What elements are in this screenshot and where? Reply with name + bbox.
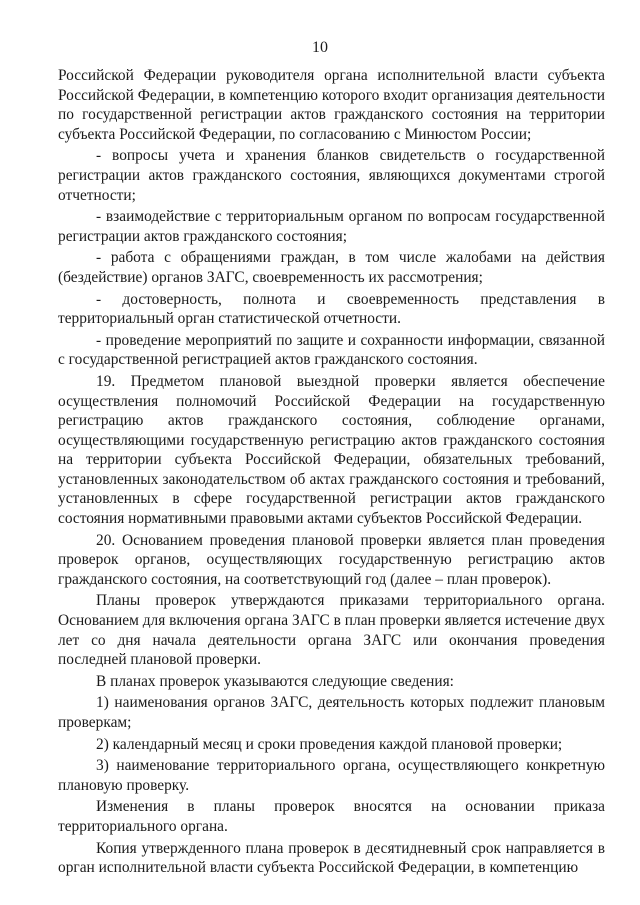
paragraph: 3) наименование территориального органа, осуществляющего конкретную плановую проверку.	[58, 757, 605, 794]
page-number: 10	[312, 39, 328, 56]
paragraph: В планах проверок указываются следующие сведения:	[96, 672, 454, 690]
paragraph: Планы проверок утверждаются приказами территориального органа. Основанием для включения органа ЗАГС в план проверки является истечение двух лет со дня начала деятельности органа ЗАГС или окончания проведения последней плановой проверки.	[58, 592, 605, 669]
paragraph: - вопросы учета и хранения бланков свидетельств о государственной регистрации актов гражданского состояния, являющихся документами строгой отчетности;	[58, 147, 605, 204]
paragraph: - достоверность, полнота и своевременность представления в территориальный орган статистической отчетности.	[58, 290, 605, 328]
paragraph: 19. Предметом плановой выездной проверки является обеспечение осуществления полномочий Российской Федерации на государственную регистрацию актов гражданского состояния, соблюдение органами, осуществляющими государственную регистрацию актов гражданского состояния на территории субъекта Российской Федерации, обязательных требований, установленных законодательством об актах гражданского состояния и требований, установленных в сфере государственной регистрации актов гражданского состояния нормативными правовыми актами субъектов Российской Федерации.	[58, 372, 605, 528]
document-body	[58, 66, 605, 878]
paragraph: 1) наименования органов ЗАГС, деятельность которых подлежит плановым проверкам;	[58, 694, 605, 731]
paragraph: Изменения в планы проверок вносятся на основании приказа территориального органа.	[58, 798, 605, 835]
paragraph: - проведение мероприятий по защите и сохранности информации, связанной с государственной регистрацией актов гражданского состояния.	[58, 331, 605, 369]
paragraph: 2) календарный месяц и сроки проведения каждой плановой проверки;	[96, 735, 563, 753]
paragraph: 20. Основанием проведения плановой проверки является план проведения проверок органов, осуществляющих государственную регистрацию актов гражданского состояния, на соответствующий год (далее – план проверок).	[58, 531, 605, 588]
paragraph: Российской Федерации руководителя органа исполнительной власти субъекта Российской Федерации, в компетенцию которого входит организация деятельности по государственной регистрации актов гражданского состояния на территории субъекта Российской Федерации, по согласованию с Минюстом России;	[58, 67, 605, 143]
paragraph: Копия утвержденного плана проверок в десятидневный срок направляется в орган исполнительной власти субъекта Российской Федерации, в компетенцию	[58, 839, 605, 877]
paragraph: - взаимодействие с территориальным органом по вопросам государственной регистрации актов гражданского состояния;	[58, 208, 605, 245]
paragraph: - работа с обращениями граждан, в том числе жалобами на действия (бездействие) органов ЗАГС, своевременность их рассмотрения;	[58, 249, 605, 286]
